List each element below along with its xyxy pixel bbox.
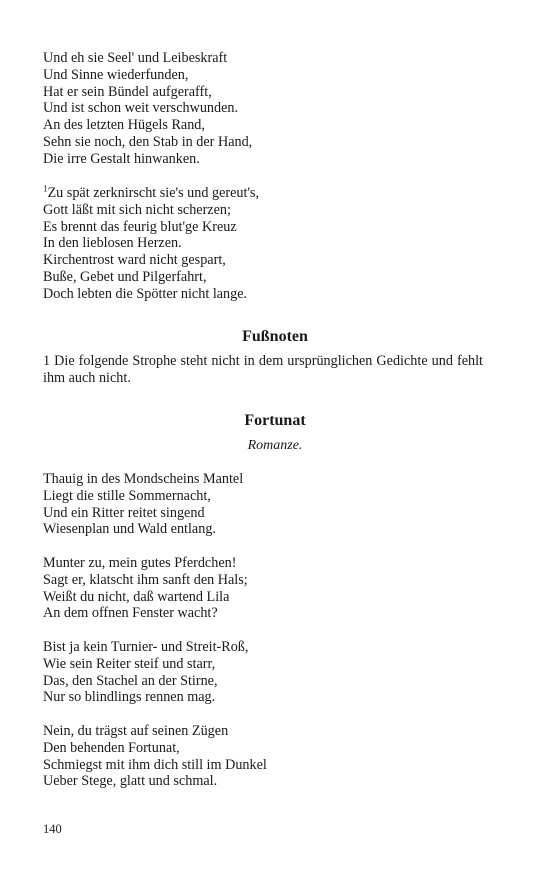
verse-line: Weißt du nicht, daß wartend Lila (43, 588, 230, 605)
verse-line: Kirchentrost ward nicht gespart, (43, 252, 226, 269)
stanza-2 (43, 185, 483, 303)
verse-line: Doch lebten die Spötter nicht lange. (43, 285, 248, 302)
verse-line-text: Zu spät zerknirscht sie's und gereut's, (47, 185, 260, 201)
verse-line: Es brennt das feurig blut'ge Kreuz (43, 218, 237, 235)
verse-line: Wie sein Reiter steif und starr, (43, 655, 216, 672)
verse-line: Und Sinne wiederfunden, (43, 66, 189, 83)
stanza-6 (43, 723, 483, 790)
stanza-4 (43, 555, 483, 622)
verse-line: Nein, du trägst auf seinen Zügen (43, 723, 229, 739)
stanza-1 (43, 50, 483, 168)
verse-line: Nur so blindlings rennen mag. (43, 689, 216, 706)
verse-line: Munter zu, mein gutes Pferdchen! (43, 555, 237, 571)
verse-line: Und ist schon weit verschwunden. (43, 100, 239, 117)
verse-line: Sagt er, klatscht ihm sanft den Hals; (43, 571, 248, 588)
poem-title: Fortunat (244, 412, 306, 429)
verse-line: An des letzten Hügels Rand, (43, 117, 205, 134)
verse-line: Schmiegst mit ihm dich still im Dunkel (43, 756, 267, 773)
verse-line: Bist ja kein Turnier- und Streit-Roß, (43, 639, 249, 655)
verse-line: Wiesenplan und Wald entlang. (43, 521, 216, 538)
verse-line: Und eh sie Seel' und Leibeskraft (43, 50, 228, 66)
verse-line: Buße, Gebet und Pilgerfahrt, (43, 268, 207, 285)
verse-line: In den lieblosen Herzen. (43, 235, 182, 252)
poem-subtitle: Romanze. (247, 438, 303, 453)
page-number: 140 (43, 822, 62, 836)
verse-line: Den behenden Fortunat, (43, 739, 180, 756)
verse-line: Liegt die stille Sommernacht, (43, 487, 211, 504)
verse-line: Ueber Stege, glatt und schmal. (43, 773, 218, 790)
stanza-3 (43, 471, 483, 538)
footnotes-heading: Fußnoten (242, 328, 308, 345)
verse-line: Sehn sie noch, den Stab in der Hand, (43, 133, 253, 150)
verse-line (43, 185, 483, 202)
verse-line: Die irre Gestalt hinwanken. (43, 150, 200, 167)
verse-line: Das, den Stachel an der Stirne, (43, 672, 218, 689)
verse-line: An dem offnen Fenster wacht? (43, 605, 218, 622)
footnote-marker[interactable]: 1 (43, 183, 48, 194)
stanza-5 (43, 639, 483, 706)
verse-line: Thauig in des Mondscheins Mantel (43, 471, 244, 487)
verse-line: Hat er sein Bündel aufgerafft, (43, 83, 212, 100)
footnote-text: 1 Die folgende Strophe steht nicht in dem ursprünglichen Gedichte und fehlt ihm auch nicht. (43, 353, 483, 386)
verse-line: Gott läßt mit sich nicht scherzen; (43, 201, 231, 218)
verse-line: Und ein Ritter reitet singend (43, 504, 205, 521)
